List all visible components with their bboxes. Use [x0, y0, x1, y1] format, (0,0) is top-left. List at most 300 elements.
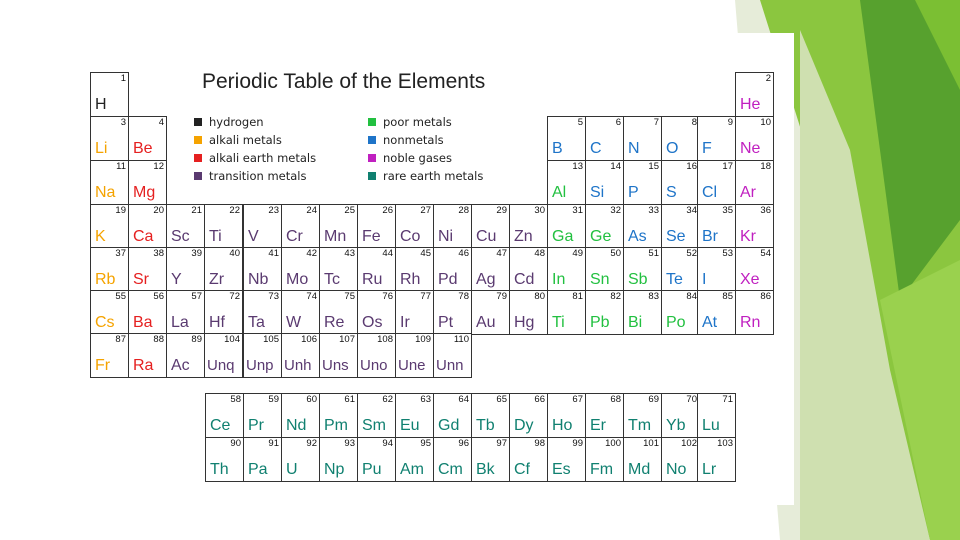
atomic-number: 60	[306, 394, 317, 405]
element-cell-fe-26	[357, 204, 396, 249]
element-cell-ru-44	[357, 247, 396, 292]
element-cell-b-5	[547, 116, 586, 161]
atomic-number: 32	[610, 205, 621, 216]
legend-label: rare earth metals	[383, 168, 484, 183]
element-cell-u-92	[281, 437, 320, 482]
element-cell-mo-42	[281, 247, 320, 292]
atomic-number: 47	[496, 248, 507, 259]
element-symbol: W	[286, 314, 302, 331]
atomic-number: 30	[534, 205, 545, 216]
element-cell-es-99	[547, 437, 586, 482]
element-symbol: Pm	[324, 417, 348, 434]
atomic-number: 67	[572, 394, 583, 405]
atomic-number: 69	[648, 394, 659, 405]
atomic-number: 88	[153, 334, 164, 345]
element-symbol: Nb	[248, 271, 269, 288]
element-cell-nb-41	[243, 247, 282, 292]
atomic-number: 48	[534, 248, 545, 259]
element-symbol: Re	[324, 314, 345, 331]
atomic-number: 26	[382, 205, 393, 216]
atomic-number: 104	[224, 334, 240, 345]
atomic-number: 65	[496, 394, 507, 405]
element-cell-une-109	[395, 333, 434, 378]
element-symbol: V	[248, 228, 259, 245]
element-symbol: Lr	[702, 461, 717, 478]
element-cell-at-85	[697, 290, 736, 335]
element-cell-unq-104	[204, 333, 243, 378]
element-cell-tc-43	[319, 247, 358, 292]
element-cell-au-79	[471, 290, 510, 335]
atomic-number: 6	[615, 117, 621, 128]
element-symbol: Es	[552, 461, 571, 478]
element-cell-lu-71	[697, 393, 736, 438]
element-symbol: Unh	[284, 357, 312, 374]
atomic-number: 95	[420, 438, 431, 449]
element-cell-te-52	[661, 247, 700, 292]
legend-item	[368, 114, 452, 129]
element-cell-mn-25	[319, 204, 358, 249]
element-cell-li-3	[90, 116, 129, 161]
element-symbol: Ne	[740, 140, 761, 157]
element-cell-w-74	[281, 290, 320, 335]
atomic-number: 8	[691, 117, 697, 128]
legend-item	[368, 168, 483, 183]
element-cell-ag-47	[471, 247, 510, 292]
element-symbol: Pu	[362, 461, 382, 478]
atomic-number: 64	[458, 394, 469, 405]
atomic-number: 25	[344, 205, 355, 216]
element-cell-pb-82	[585, 290, 624, 335]
element-cell-pt-78	[433, 290, 472, 335]
atomic-number: 93	[344, 438, 355, 449]
element-symbol: Pr	[248, 417, 264, 434]
element-symbol: Am	[400, 461, 424, 478]
element-symbol: Uno	[360, 357, 388, 374]
element-cell-ti-81	[547, 290, 586, 335]
element-cell-pm-61	[319, 393, 358, 438]
legend-label: nonmetals	[383, 132, 444, 147]
atomic-number: 68	[610, 394, 621, 405]
element-symbol: Er	[590, 417, 606, 434]
element-symbol: Rh	[400, 271, 421, 288]
legend-label: noble gases	[383, 150, 452, 165]
legend-swatch	[194, 118, 202, 126]
element-cell-kr-36	[735, 204, 774, 249]
element-symbol: Ag	[476, 271, 496, 288]
atomic-number: 72	[229, 291, 240, 302]
element-cell-md-101	[623, 437, 662, 482]
atomic-number: 110	[453, 334, 469, 345]
atomic-number: 2	[765, 73, 771, 84]
atomic-number: 15	[648, 161, 659, 172]
atomic-number: 36	[760, 205, 771, 216]
element-symbol: Unq	[207, 357, 235, 374]
element-cell-si-14	[585, 160, 624, 205]
element-symbol: Np	[324, 461, 345, 478]
element-cell-po-84	[661, 290, 700, 335]
element-cell-v-23	[243, 204, 282, 249]
element-cell-pd-46	[433, 247, 472, 292]
element-symbol: Cs	[95, 314, 115, 331]
element-symbol: K	[95, 228, 106, 245]
atomic-number: 21	[191, 205, 202, 216]
atomic-number: 71	[722, 394, 733, 405]
element-symbol: Xe	[740, 271, 760, 288]
element-cell-bi-83	[623, 290, 662, 335]
element-cell-ba-56	[128, 290, 167, 335]
element-cell-fm-100	[585, 437, 624, 482]
atomic-number: 33	[648, 205, 659, 216]
element-cell-na-11	[90, 160, 129, 205]
atomic-number: 99	[572, 438, 583, 449]
legend-swatch	[194, 154, 202, 162]
element-symbol: Co	[400, 228, 421, 245]
atomic-number: 108	[377, 334, 393, 345]
element-cell-in-49	[547, 247, 586, 292]
element-symbol: La	[171, 314, 189, 331]
element-cell-h-1	[90, 72, 129, 117]
element-symbol: Bi	[628, 314, 643, 331]
element-cell-sr-38	[128, 247, 167, 292]
atomic-number: 10	[760, 117, 771, 128]
element-cell-cf-98	[509, 437, 548, 482]
atomic-number: 51	[648, 248, 659, 259]
atomic-number: 38	[153, 248, 164, 259]
element-symbol: Une	[398, 357, 426, 374]
atomic-number: 96	[458, 438, 469, 449]
element-cell-ce-58	[205, 393, 244, 438]
element-cell-no-102	[661, 437, 700, 482]
element-symbol: C	[590, 140, 602, 157]
atomic-number: 87	[115, 334, 126, 345]
atomic-number: 76	[382, 291, 393, 302]
element-cell-cm-96	[433, 437, 472, 482]
element-cell-rn-86	[735, 290, 774, 335]
element-symbol: B	[552, 140, 563, 157]
atomic-number: 97	[496, 438, 507, 449]
legend-swatch	[368, 172, 376, 180]
atomic-number: 80	[534, 291, 545, 302]
element-cell-ti-22	[204, 204, 243, 249]
legend-item	[194, 168, 306, 183]
element-symbol: Ba	[133, 314, 153, 331]
element-cell-uno-108	[357, 333, 396, 378]
element-symbol: As	[628, 228, 647, 245]
element-symbol: Sr	[133, 271, 149, 288]
atomic-number: 82	[610, 291, 621, 302]
legend-label: alkali metals	[209, 132, 282, 147]
element-cell-er-68	[585, 393, 624, 438]
element-symbol: Se	[666, 228, 686, 245]
element-cell-ac-89	[166, 333, 205, 378]
element-symbol: Fe	[362, 228, 381, 245]
element-cell-unp-105	[243, 333, 282, 378]
element-symbol: At	[702, 314, 718, 331]
element-symbol: Y	[171, 271, 182, 288]
element-symbol: Tm	[628, 417, 652, 434]
element-symbol: Tb	[476, 417, 495, 434]
atomic-number: 53	[722, 248, 733, 259]
atomic-number: 58	[230, 394, 241, 405]
element-symbol: Li	[95, 140, 108, 157]
atomic-number: 50	[610, 248, 621, 259]
atomic-number: 13	[572, 161, 583, 172]
element-symbol: Unn	[436, 357, 464, 374]
element-cell-eu-63	[395, 393, 434, 438]
element-symbol: Cu	[476, 228, 497, 245]
element-symbol: Mo	[286, 271, 309, 288]
atomic-number: 31	[572, 205, 583, 216]
atomic-number: 103	[717, 438, 733, 449]
element-symbol: Pa	[248, 461, 268, 478]
element-cell-ir-77	[395, 290, 434, 335]
element-cell-cd-48	[509, 247, 548, 292]
element-symbol: Rn	[740, 314, 761, 331]
element-symbol: N	[628, 140, 640, 157]
element-symbol: Os	[362, 314, 383, 331]
element-symbol: Au	[476, 314, 496, 331]
element-symbol: Ga	[552, 228, 574, 245]
atomic-number: 27	[420, 205, 431, 216]
atomic-number: 40	[229, 248, 240, 259]
element-cell-ga-31	[547, 204, 586, 249]
element-cell-hf-72	[204, 290, 243, 335]
page-title: Periodic Table of the Elements	[202, 70, 486, 93]
atomic-number: 100	[605, 438, 621, 449]
element-symbol: Pb	[590, 314, 610, 331]
element-symbol: Ac	[171, 357, 190, 374]
element-cell-re-75	[319, 290, 358, 335]
element-cell-cu-29	[471, 204, 510, 249]
atomic-number: 43	[344, 248, 355, 259]
legend-swatch	[368, 118, 376, 126]
element-symbol: No	[666, 461, 687, 478]
element-symbol: Ti	[552, 314, 565, 331]
element-cell-pr-59	[243, 393, 282, 438]
element-symbol: Fm	[590, 461, 614, 478]
atomic-number: 45	[420, 248, 431, 259]
element-cell-i-53	[697, 247, 736, 292]
element-symbol: Th	[210, 461, 229, 478]
atomic-number: 22	[229, 205, 240, 216]
atomic-number: 28	[458, 205, 469, 216]
element-cell-la-57	[166, 290, 205, 335]
atomic-number: 17	[722, 161, 733, 172]
element-cell-ge-32	[585, 204, 624, 249]
atomic-number: 14	[610, 161, 621, 172]
element-cell-fr-87	[90, 333, 129, 378]
element-symbol: Sn	[590, 271, 610, 288]
atomic-number: 92	[306, 438, 317, 449]
element-symbol: Ra	[133, 357, 154, 374]
atomic-number: 5	[577, 117, 583, 128]
element-symbol: Hf	[209, 314, 225, 331]
element-cell-al-13	[547, 160, 586, 205]
atomic-number: 78	[458, 291, 469, 302]
element-cell-unh-106	[281, 333, 320, 378]
element-symbol: I	[702, 271, 707, 288]
element-symbol: Cf	[514, 461, 530, 478]
element-cell-sb-51	[623, 247, 662, 292]
element-cell-o-8	[661, 116, 700, 161]
atomic-number: 24	[306, 205, 317, 216]
atomic-number: 89	[191, 334, 202, 345]
element-symbol: Na	[95, 184, 116, 201]
element-symbol: Ru	[362, 271, 383, 288]
element-cell-he-2	[735, 72, 774, 117]
atomic-number: 18	[760, 161, 771, 172]
atomic-number: 59	[268, 394, 279, 405]
element-symbol: Dy	[514, 417, 534, 434]
atomic-number: 54	[760, 248, 771, 259]
element-symbol: Tc	[324, 271, 340, 288]
element-symbol: Ni	[438, 228, 454, 245]
atomic-number: 3	[120, 117, 126, 128]
atomic-number: 44	[382, 248, 393, 259]
element-symbol: Sb	[628, 271, 648, 288]
element-symbol: Ti	[209, 228, 222, 245]
element-cell-am-95	[395, 437, 434, 482]
element-symbol: Lu	[702, 417, 720, 434]
element-symbol: Pt	[438, 314, 454, 331]
legend-item	[368, 132, 444, 147]
element-cell-cl-17	[697, 160, 736, 205]
element-cell-ca-20	[128, 204, 167, 249]
element-symbol: He	[740, 96, 761, 113]
atomic-number: 55	[115, 291, 126, 302]
atomic-number: 73	[268, 291, 279, 302]
atomic-number: 79	[496, 291, 507, 302]
element-symbol: Ca	[133, 228, 154, 245]
element-symbol: Br	[702, 228, 718, 245]
element-cell-pu-94	[357, 437, 396, 482]
element-cell-nd-60	[281, 393, 320, 438]
element-cell-tb-65	[471, 393, 510, 438]
legend-item	[194, 132, 282, 147]
atomic-number: 61	[344, 394, 355, 405]
element-cell-xe-54	[735, 247, 774, 292]
element-symbol: Sm	[362, 417, 386, 434]
atomic-number: 41	[268, 248, 279, 259]
element-symbol: Hg	[514, 314, 535, 331]
element-cell-sn-50	[585, 247, 624, 292]
element-symbol: Sc	[171, 228, 190, 245]
atomic-number: 20	[153, 205, 164, 216]
element-symbol: Ta	[248, 314, 265, 331]
element-cell-uns-107	[319, 333, 358, 378]
atomic-number: 105	[263, 334, 279, 345]
element-cell-f-9	[697, 116, 736, 161]
element-cell-bk-97	[471, 437, 510, 482]
element-cell-np-93	[319, 437, 358, 482]
element-cell-dy-66	[509, 393, 548, 438]
element-symbol: Mg	[133, 184, 156, 201]
atomic-number: 77	[420, 291, 431, 302]
element-symbol: Kr	[740, 228, 756, 245]
element-cell-yb-70	[661, 393, 700, 438]
atomic-number: 29	[496, 205, 507, 216]
atomic-number: 46	[458, 248, 469, 259]
atomic-number: 109	[415, 334, 431, 345]
element-symbol: P	[628, 184, 639, 201]
atomic-number: 12	[153, 161, 164, 172]
element-symbol: O	[666, 140, 679, 157]
element-cell-tm-69	[623, 393, 662, 438]
element-symbol: Zr	[209, 271, 225, 288]
element-symbol: Si	[590, 184, 605, 201]
element-symbol: In	[552, 271, 566, 288]
element-cell-ra-88	[128, 333, 167, 378]
atomic-number: 49	[572, 248, 583, 259]
atomic-number: 7	[653, 117, 659, 128]
element-symbol: Cm	[438, 461, 463, 478]
atomic-number: 70	[686, 394, 697, 405]
element-cell-se-34	[661, 204, 700, 249]
element-symbol: Unp	[246, 357, 274, 374]
element-cell-zn-30	[509, 204, 548, 249]
atomic-number: 56	[153, 291, 164, 302]
atomic-number: 86	[760, 291, 771, 302]
element-symbol: Pd	[438, 271, 458, 288]
element-symbol: Zn	[514, 228, 533, 245]
element-symbol: Ar	[740, 184, 756, 201]
atomic-number: 1	[120, 73, 126, 84]
legend-swatch	[368, 136, 376, 144]
atomic-number: 11	[116, 161, 126, 172]
element-cell-c-6	[585, 116, 624, 161]
element-symbol: Uns	[322, 357, 349, 374]
element-cell-ne-10	[735, 116, 774, 161]
atomic-number: 57	[191, 291, 202, 302]
element-cell-p-15	[623, 160, 662, 205]
atomic-number: 66	[534, 394, 545, 405]
element-symbol: U	[286, 461, 298, 478]
atomic-number: 39	[191, 248, 202, 259]
element-symbol: Gd	[438, 417, 460, 434]
element-symbol: Ce	[210, 417, 231, 434]
element-symbol: Al	[552, 184, 567, 201]
element-cell-unn-110	[433, 333, 472, 378]
atomic-number: 63	[420, 394, 431, 405]
atomic-number: 107	[339, 334, 355, 345]
atomic-number: 42	[306, 248, 317, 259]
element-symbol: Md	[628, 461, 651, 478]
atomic-number: 19	[115, 205, 126, 216]
element-cell-ho-67	[547, 393, 586, 438]
legend-item	[194, 114, 264, 129]
element-symbol: Mn	[324, 228, 347, 245]
element-symbol: Yb	[666, 417, 686, 434]
element-symbol: F	[702, 140, 712, 157]
legend-swatch	[194, 136, 202, 144]
atomic-number: 81	[572, 291, 583, 302]
element-symbol: Eu	[400, 417, 420, 434]
atomic-number: 101	[643, 438, 659, 449]
element-cell-s-16	[661, 160, 700, 205]
element-cell-as-33	[623, 204, 662, 249]
element-cell-co-27	[395, 204, 434, 249]
element-symbol: Ge	[590, 228, 612, 245]
atomic-number: 37	[115, 248, 126, 259]
element-symbol: Rb	[95, 271, 116, 288]
element-cell-mg-12	[128, 160, 167, 205]
element-symbol: Ir	[400, 314, 410, 331]
atomic-number: 83	[648, 291, 659, 302]
element-cell-lr-103	[697, 437, 736, 482]
element-cell-th-90	[205, 437, 244, 482]
atomic-number: 75	[344, 291, 355, 302]
atomic-number: 62	[382, 394, 393, 405]
